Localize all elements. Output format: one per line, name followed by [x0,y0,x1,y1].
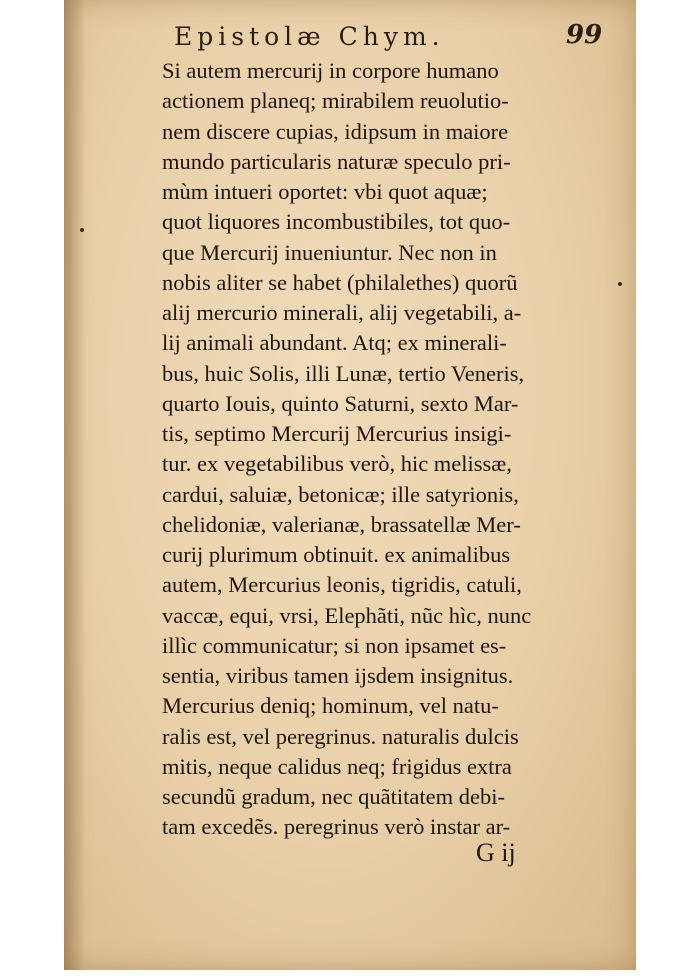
text-line: curij plurimum obtinuit. ex animalibus [162,542,511,567]
running-head: Epistolæ Chym. [174,22,445,51]
text-line: tis, septimo Mercurij Mercurius insigi- [162,421,512,446]
text-line: nobis aliter se habet (philalethes) quorũ [162,269,518,295]
text-line: tam excedẽs. peregrinus verò instar ar- [162,814,511,840]
text-line: secundũ gradum, nec quãtitatem debi- [162,784,506,809]
text-line: Mercurius deniq; hominum, vel natu- [162,693,499,719]
body-text [162,56,612,843]
margin-mark [80,228,84,232]
page-gutter-shadow [64,0,86,970]
text-line: que Mercurij inueniuntur. Nec non in [162,239,497,265]
text-line: quarto Iouis, quinto Saturni, sexto Mar- [162,390,519,416]
text-line: mùm intueri oportet: vbi quot aquæ; [162,179,488,204]
text-line: chelidoniæ, valerianæ, brassatellæ Mer- [162,511,521,537]
text-line: mitis, neque calidus neq; frigidus extra [162,753,512,779]
text-line: alij mercurio minerali, alij vegetabili, a- [162,300,522,325]
book-page [64,0,636,970]
text-line: vaccæ, equi, vrsi, Elephãti, nũc hìc, nunc [162,602,532,628]
text-line: actionem planeq; mirabilem reuolutio- [162,88,509,114]
signature-mark: G ij [476,838,516,867]
text-line: illìc communicatur; si non ipsamet es- [162,632,507,658]
text-line: bus, huic Solis, illi Lunæ, tertio Veneris, [162,360,525,386]
text-line: mundo particularis naturæ speculo pri- [162,148,511,174]
text-line: sentia, viribus tamen ijsdem insignitus. [162,663,514,688]
text-line: ralis est, vel peregrinus. naturalis dulcis [162,723,519,749]
text-line: lij animali abundant. Atq; ex minerali- [162,330,507,356]
text-line: nem discere cupias, idipsum in maiore [162,118,509,144]
page-number: 99 [566,20,603,50]
page-header [174,20,614,54]
text-line: quot liquores incombustibiles, tot quo- [162,209,511,235]
text-line: autem, Mercurius leonis, tigridis, catuli, [162,572,522,598]
margin-mark [618,282,622,286]
text-line: cardui, saluiæ, betonicæ; ille satyrionis, [162,481,519,507]
text-line: Si autem mercurij in corpore humano [162,58,499,83]
text-line: tur. ex vegetabilibus verò, hic melissæ, [162,451,512,477]
